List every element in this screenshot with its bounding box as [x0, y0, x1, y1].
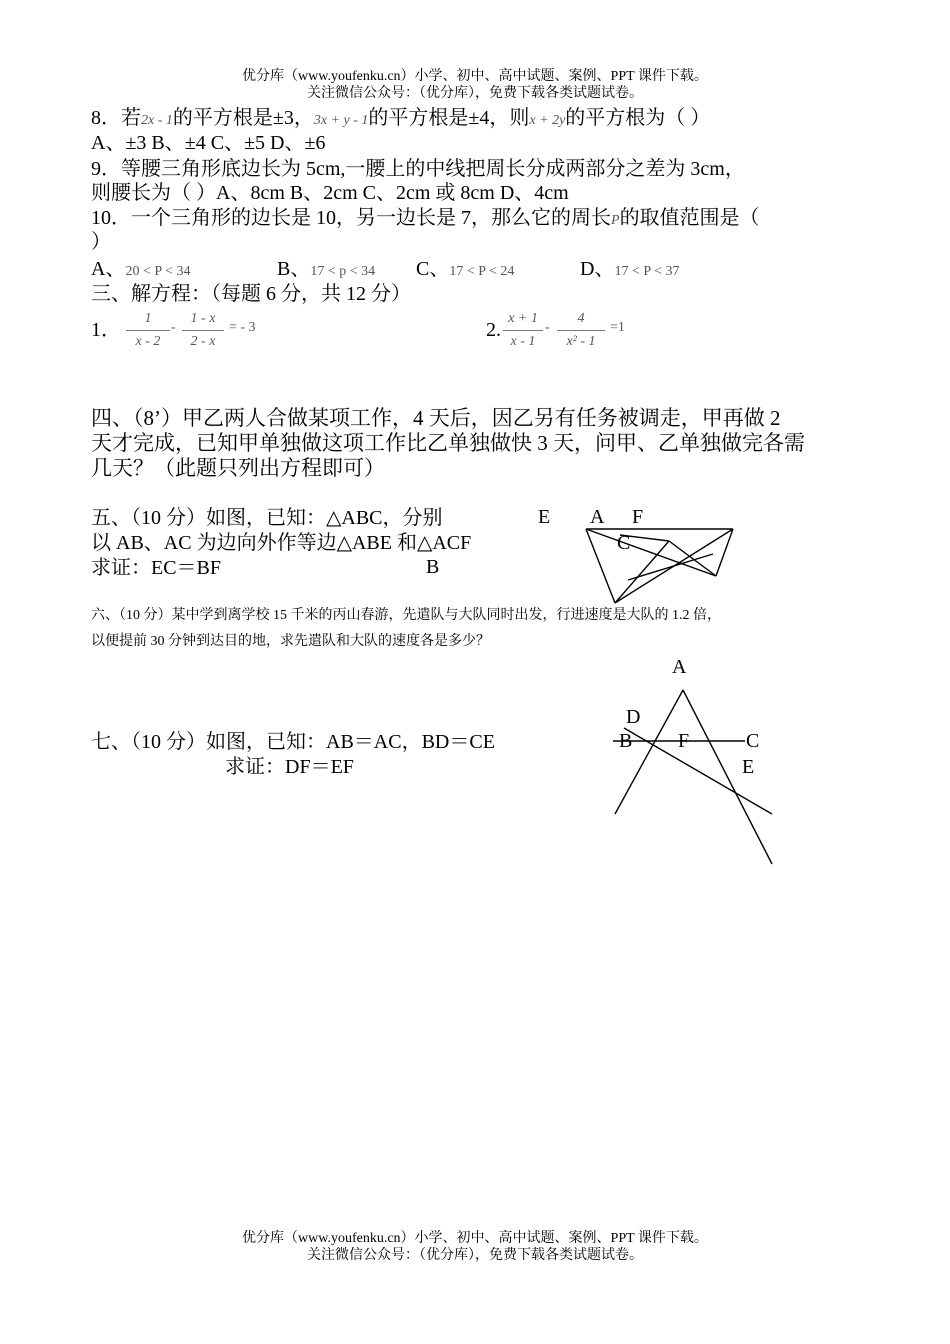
fig7-label-e: E [742, 756, 755, 778]
q10-option-c-value: 17 < P < 24 [449, 264, 515, 279]
section-7-line-1: 七、（10 分）如图，已知：AB＝AC，BD＝CE [91, 731, 495, 753]
fig5-label-a: A [590, 506, 605, 528]
header-line-1: 优分库（www.youfenku.cn）小学、初中、高中试题、案例、PPT 课件下载。 [242, 69, 708, 84]
q10-option-b-label: B、 [277, 258, 311, 280]
q10-text-1: 10．一个三角形的边长是 10，另一边长是 7，那么它的周长 [91, 207, 611, 229]
section-6-line-2: 以便提前 30 分钟到达目的地，求先遣队和大队的速度各是多少？ [91, 634, 490, 649]
section-6-line-1: 六、（10 分）某中学到离学校 15 千米的丙山春游，先遣队与大队同时出发，行进速度是大队的 1.2 倍， [91, 608, 721, 623]
q8-options: A、±3 B、±4 C、±5 D、±6 [91, 132, 326, 154]
q10-line-2: ） [91, 231, 111, 253]
q8-text-3: 的平方根是±4，则 [368, 107, 530, 129]
section-5-line-3: 求证：EC＝BF [91, 557, 222, 579]
section-4-line-3: 几天？（此题只列出方程即可） [91, 456, 385, 480]
fig5-label-b: B [426, 556, 440, 578]
fig5-label-c: C [617, 532, 631, 554]
q10-text-2: 的取值范围是（ [619, 207, 760, 229]
eq1-minus: - [171, 320, 176, 335]
header-line-2: 关注微信公众号：（优分库），免费下载各类试题试卷。 [307, 86, 643, 101]
section-3-title: 三、解方程：（每题 6 分，共 12 分） [91, 283, 411, 305]
q8-text-4: 的平方根为（ ） [565, 107, 711, 129]
footer-line-1: 优分库（www.youfenku.cn）小学、初中、高中试题、案例、PPT 课件下载。 [242, 1231, 708, 1246]
eq2-f2-denominator: x² - 1 [566, 334, 596, 349]
fig7-label-c: C [746, 730, 760, 752]
eq1-rhs: = - 3 [229, 320, 256, 335]
q9-line-1: 9．等腰三角形底边长为 5cm,一腰上的中线把周长分成两部分之差为 3cm， [91, 158, 745, 180]
fig7-label-d: D [626, 706, 641, 728]
q8-expr-1: 2x - 1 [141, 113, 173, 128]
section-4-line-2: 天才完成，已知甲单独做这项工作比乙单独做快 3 天，问甲、乙单独做完各需 [91, 431, 805, 455]
q10-option-c-label: C、 [416, 258, 450, 280]
eq2-f2-numerator: 4 [577, 311, 585, 326]
q10-option-a-label: A、 [91, 258, 126, 280]
fig5-label-f: F [632, 506, 644, 528]
eq1-f1-numerator: 1 [144, 311, 152, 326]
fig7-label-b: B [619, 730, 633, 752]
q10-option-d-value: 17 < P < 37 [614, 264, 680, 279]
eq2-f1-denominator: x - 1 [510, 334, 536, 349]
q8-expr-3: x + 2y [529, 113, 566, 128]
section-7-line-2: 求证：DF＝EF [225, 756, 354, 778]
footer-line-2: 关注微信公众号：（优分库），免费下载各类试题试卷。 [307, 1248, 643, 1263]
section-5-line-1: 五、（10 分）如图，已知：△ABC，分别 [91, 507, 443, 529]
q8-text-2: 的平方根是±3， [172, 107, 314, 129]
eq1-f1-denominator: x - 2 [135, 334, 161, 349]
q10-var: P [611, 213, 620, 228]
fig7-label-f: F [678, 730, 690, 752]
q8-text-1: 8．若 [91, 107, 141, 129]
section-5-line-2: 以 AB、AC 为边向外作等边△ABE 和△ACF [91, 532, 472, 554]
fig7-line [683, 690, 772, 864]
eq2-minus: - [545, 320, 550, 335]
q10-option-b-value: 17 < p < 34 [310, 264, 376, 279]
q8-expr-2: 3x + y - 1 [313, 113, 369, 128]
eq2-label: 2. [486, 319, 501, 341]
eq1-label: 1． [91, 319, 121, 341]
q10-option-a-value: 20 < P < 34 [125, 264, 191, 279]
section-4-line-1: 四、（8’）甲乙两人合做某项工作，4 天后，因乙另有任务被调走，甲再做 2 [91, 406, 781, 430]
fig5-label-e: E [538, 506, 551, 528]
eq1-f2-denominator: 2 - x [190, 334, 216, 349]
q10-option-d-label: D、 [580, 258, 615, 280]
q9-line-2: 则腰长为（ ）A、8cm B、2cm C、2cm 或 8cm D、4cm [91, 182, 569, 204]
fig7-label-a: A [672, 656, 687, 678]
eq1-f2-numerator: 1 - x [190, 311, 216, 326]
eq2-f1-numerator: x + 1 [508, 311, 538, 326]
eq2-rhs: =1 [610, 320, 625, 335]
